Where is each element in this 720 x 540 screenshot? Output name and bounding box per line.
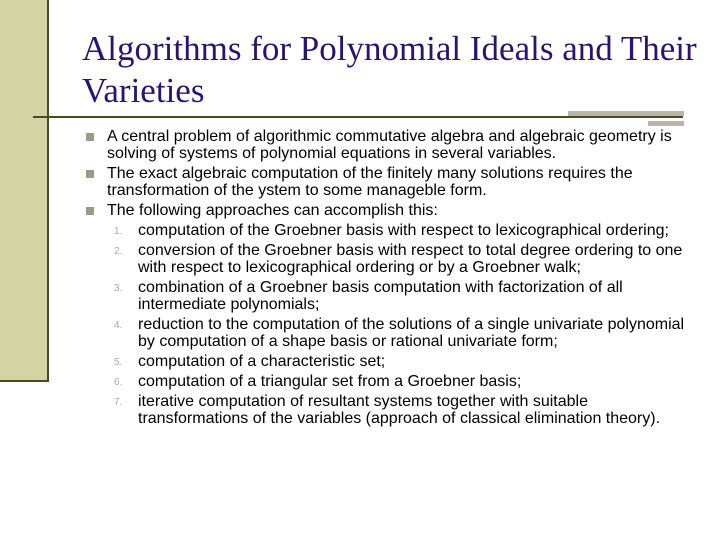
square-bullet-icon xyxy=(86,133,94,141)
approach-item xyxy=(86,393,686,427)
approach-item xyxy=(86,316,686,350)
approach-item xyxy=(86,373,686,390)
approach-text: reduction to the computation of the solutions of a single univariate polynomial by computation of a shape basis or rational univariate form; xyxy=(138,316,685,350)
item-number: 7. xyxy=(114,397,123,408)
bullet-item xyxy=(86,128,686,162)
approaches-list xyxy=(86,222,686,427)
sidebar-edge-line xyxy=(47,0,49,382)
approach-text: computation of a triangular set from a Groebner basis; xyxy=(138,373,522,390)
approach-item xyxy=(86,353,686,370)
slide-title: Algorithms for Polynomial Ideals and Their Varieties xyxy=(82,29,697,110)
item-number: 3. xyxy=(114,283,123,294)
bullet-text: A central problem of algorithmic commutative algebra and algebraic geometry is solving of systems of polynomial equations in several variables. xyxy=(107,128,672,162)
approach-text: computation of a characteristic set; xyxy=(138,353,386,370)
item-number: 6. xyxy=(114,377,123,388)
bullet-item xyxy=(86,165,686,199)
slide-body xyxy=(86,128,686,430)
item-number: 2. xyxy=(114,246,123,257)
accent-bar-lower xyxy=(648,121,684,126)
bullet-item xyxy=(86,202,686,219)
square-bullet-icon xyxy=(86,170,94,178)
square-bullet-icon xyxy=(86,207,94,215)
decorative-sidebar xyxy=(0,0,47,382)
item-number: 1. xyxy=(114,226,123,237)
approach-text: iterative computation of resultant systems together with suitable transformations of the variables (approach of classical elimination theory). xyxy=(138,393,661,427)
bullet-text: The following approaches can accomplish this: xyxy=(107,202,438,219)
approach-text: conversion of the Groebner basis with respect to total degree ordering to one with respect to lexicographical ordering or by a Groebner walk; xyxy=(138,242,683,276)
approach-item xyxy=(86,242,686,276)
approach-item xyxy=(86,222,686,239)
title-divider xyxy=(33,116,683,118)
item-number: 5. xyxy=(114,357,123,368)
approach-item xyxy=(86,279,686,313)
item-number: 4. xyxy=(114,320,123,331)
approach-text: computation of the Groebner basis with respect to lexicographical ordering; xyxy=(138,222,669,239)
approach-text: combination of a Groebner basis computation with factorization of all intermediate polynomials; xyxy=(138,279,623,313)
bullet-text: The exact algebraic computation of the finitely many solutions requires the transformation of the ystem to some manageble form. xyxy=(107,165,633,199)
sidebar-bottom-line xyxy=(0,380,49,382)
